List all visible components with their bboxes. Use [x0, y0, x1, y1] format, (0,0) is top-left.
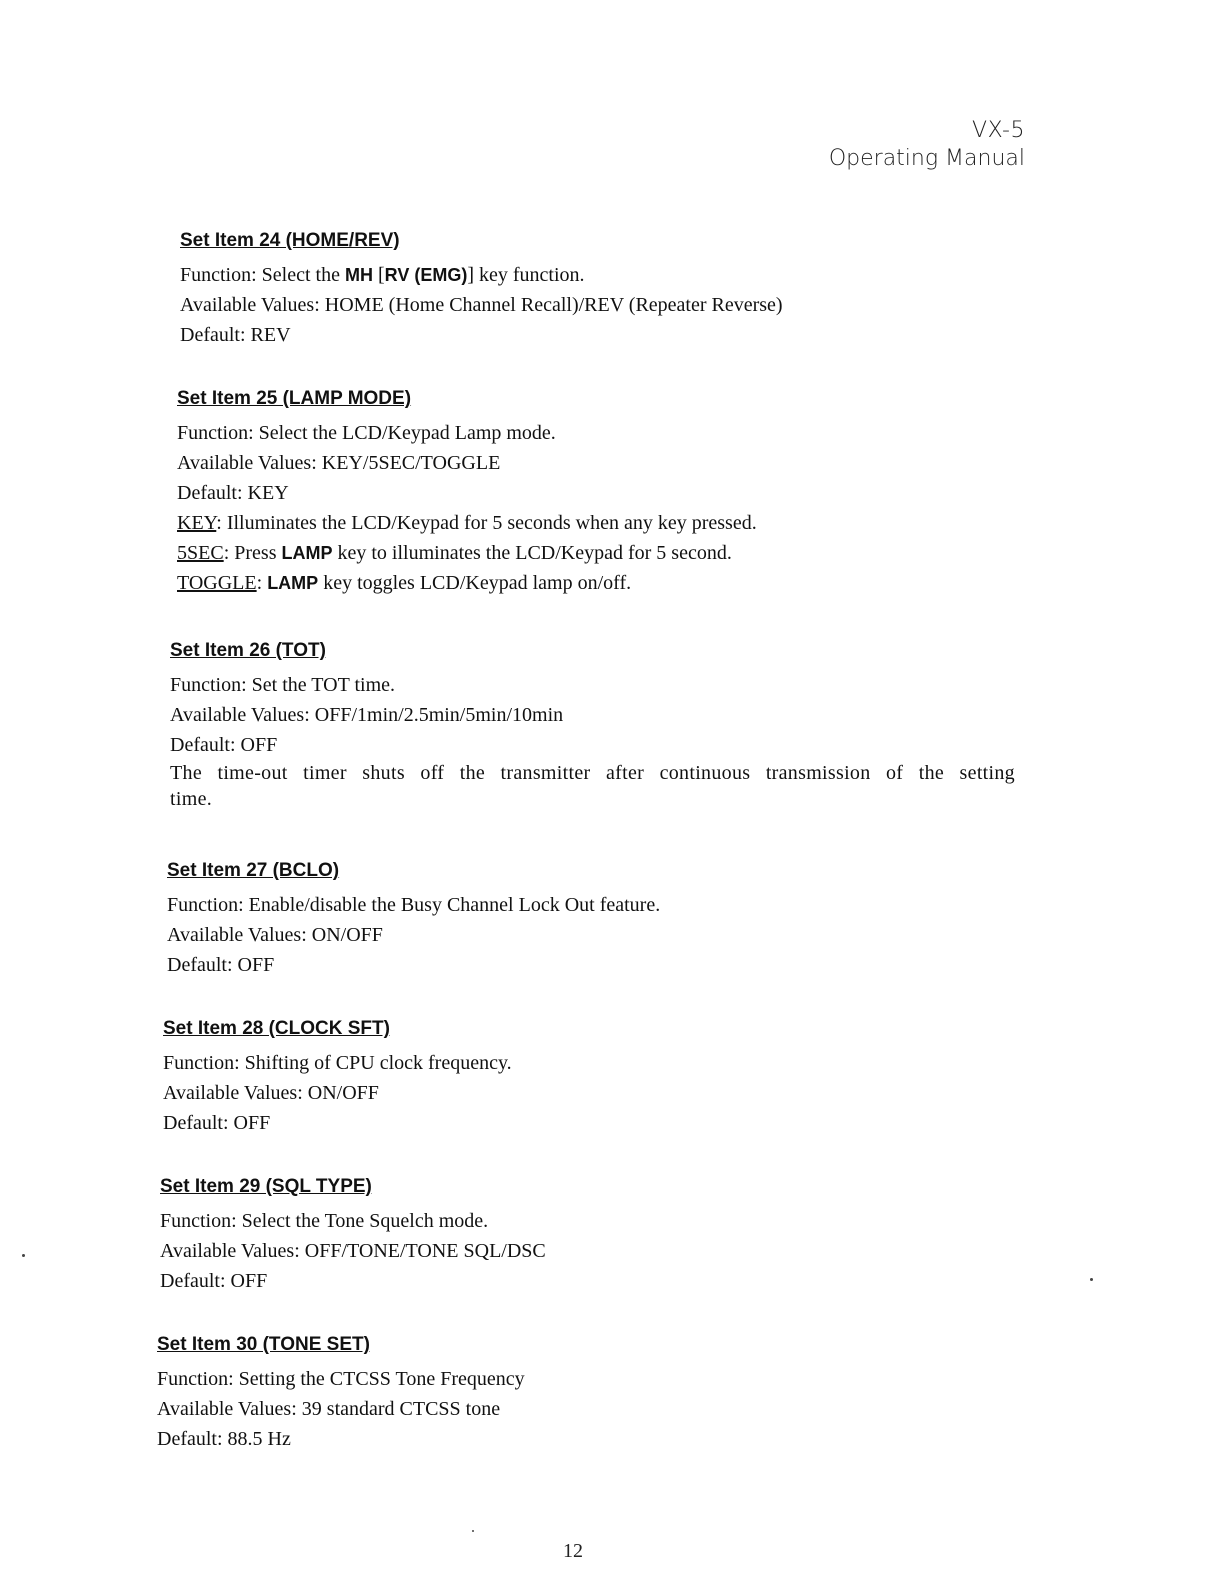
function-line — [170, 670, 1015, 700]
page-number: 12 — [563, 1540, 583, 1562]
default-line — [177, 478, 757, 508]
function-text: Shifting of CPU clock frequency. — [239, 1052, 512, 1074]
values-line — [177, 448, 757, 478]
function-text-pre: Select the — [256, 264, 345, 286]
function-text-post: ] key function. — [467, 264, 585, 286]
key-lamp: LAMP — [267, 573, 319, 593]
function-label: Function: — [157, 1368, 234, 1390]
function-label: Function: — [167, 894, 244, 916]
option-text-post: key to illuminates the LCD/Keypad for 5 second. — [332, 542, 732, 564]
section-title: Set Item 29 (SQL TYPE) — [160, 1176, 372, 1197]
default-text: KEY — [242, 482, 289, 504]
values-label: Available Values: — [177, 452, 317, 474]
option-text: : Illuminates the LCD/Keypad for 5 seconds when any key pressed. — [216, 512, 757, 534]
option-name: KEY — [177, 512, 217, 534]
section-title: Set Item 27 (BCLO) — [167, 860, 340, 881]
function-line — [160, 1206, 546, 1236]
values-line — [180, 290, 783, 320]
values-label: Available Values: — [180, 294, 320, 316]
section-title: Set Item 28 (CLOCK SFT) — [163, 1018, 390, 1039]
function-text: Select the LCD/Keypad Lamp mode. — [253, 422, 556, 444]
function-line — [163, 1048, 512, 1078]
function-text: Enable/disable the Busy Channel Lock Out feature. — [243, 894, 661, 916]
function-label: Function: — [177, 422, 254, 444]
values-text: OFF/TONE/TONE SQL/DSC — [299, 1240, 546, 1262]
default-line — [160, 1266, 546, 1296]
function-line — [167, 890, 660, 920]
function-label: Function: — [170, 674, 247, 696]
values-text: OFF/1min/2.5min/5min/10min — [309, 704, 564, 726]
default-text: OFF — [235, 734, 278, 756]
function-label: Function: — [160, 1210, 237, 1232]
option-line-key — [177, 508, 757, 538]
values-label: Available Values: — [170, 704, 310, 726]
default-line — [170, 730, 1015, 760]
option-name: TOGGLE — [177, 572, 257, 594]
section-set-item-25 — [177, 386, 757, 598]
section-set-item-29 — [160, 1174, 546, 1296]
values-text: KEY/5SEC/TOGGLE — [316, 452, 501, 474]
section-set-item-28 — [163, 1016, 512, 1138]
option-line-toggle — [177, 568, 757, 598]
values-line — [160, 1236, 546, 1266]
values-line — [167, 920, 660, 950]
default-line — [163, 1108, 512, 1138]
key-mh: MH — [344, 265, 373, 285]
key-lamp: LAMP — [281, 543, 333, 563]
default-label: Default: — [157, 1428, 223, 1450]
values-line — [157, 1394, 525, 1424]
default-text: OFF — [225, 1270, 268, 1292]
default-label: Default: — [160, 1270, 226, 1292]
values-line — [170, 700, 1015, 730]
function-text-mid: [ — [372, 264, 385, 286]
default-text: REV — [245, 324, 291, 346]
tot-note: The time-out timer shuts off the transmitter after continuous transmission of the setting time. — [170, 762, 1015, 810]
scan-speck — [472, 1530, 474, 1532]
header-model: VX-5 — [972, 118, 1025, 143]
option-text-post: key toggles LCD/Keypad lamp on/off. — [318, 572, 632, 594]
section-set-item-30 — [157, 1332, 525, 1454]
values-label: Available Values: — [160, 1240, 300, 1262]
values-label: Available Values: — [157, 1398, 297, 1420]
section-title: Set Item 25 (LAMP MODE) — [177, 388, 412, 409]
values-label: Available Values: — [163, 1082, 303, 1104]
header-title: Operating Manual — [828, 146, 1025, 171]
default-label: Default: — [163, 1112, 229, 1134]
section-title: Set Item 26 (TOT) — [170, 640, 326, 661]
function-text: Set the TOT time. — [246, 674, 396, 696]
option-line-5sec — [177, 538, 757, 568]
values-line — [163, 1078, 512, 1108]
key-rv-emg: RV (EMG) — [384, 265, 468, 285]
values-text: 39 standard CTCSS tone — [296, 1398, 501, 1420]
values-text: HOME (Home Channel Recall)/REV (Repeater Reverse) — [319, 294, 783, 316]
default-text: OFF — [228, 1112, 271, 1134]
values-label: Available Values: — [167, 924, 307, 946]
default-text: OFF — [232, 954, 275, 976]
function-line — [177, 418, 757, 448]
default-text: 88.5 Hz — [222, 1428, 291, 1450]
scan-speck — [1090, 1278, 1093, 1281]
default-line — [157, 1424, 525, 1454]
section-title: Set Item 30 (TONE SET) — [157, 1334, 370, 1355]
default-label: Default: — [167, 954, 233, 976]
option-text-pre: : — [256, 572, 268, 594]
scan-speck — [22, 1254, 25, 1257]
function-line — [180, 260, 783, 290]
default-label: Default: — [177, 482, 243, 504]
function-text: Setting the CTCSS Tone Frequency — [233, 1368, 525, 1390]
function-label: Function: — [180, 264, 257, 286]
default-label: Default: — [180, 324, 246, 346]
section-set-item-24 — [180, 228, 783, 350]
function-label: Function: — [163, 1052, 240, 1074]
section-set-item-26 — [170, 638, 1015, 812]
function-line — [157, 1364, 525, 1394]
option-name: 5SEC — [177, 542, 224, 564]
function-text: Select the Tone Squelch mode. — [236, 1210, 489, 1232]
values-text: ON/OFF — [302, 1082, 379, 1104]
option-text-pre: : Press — [223, 542, 282, 564]
section-title: Set Item 24 (HOME/REV) — [180, 230, 400, 251]
default-line — [180, 320, 783, 350]
default-label: Default: — [170, 734, 236, 756]
values-text: ON/OFF — [306, 924, 383, 946]
default-line — [167, 950, 660, 980]
section-set-item-27 — [167, 858, 660, 980]
